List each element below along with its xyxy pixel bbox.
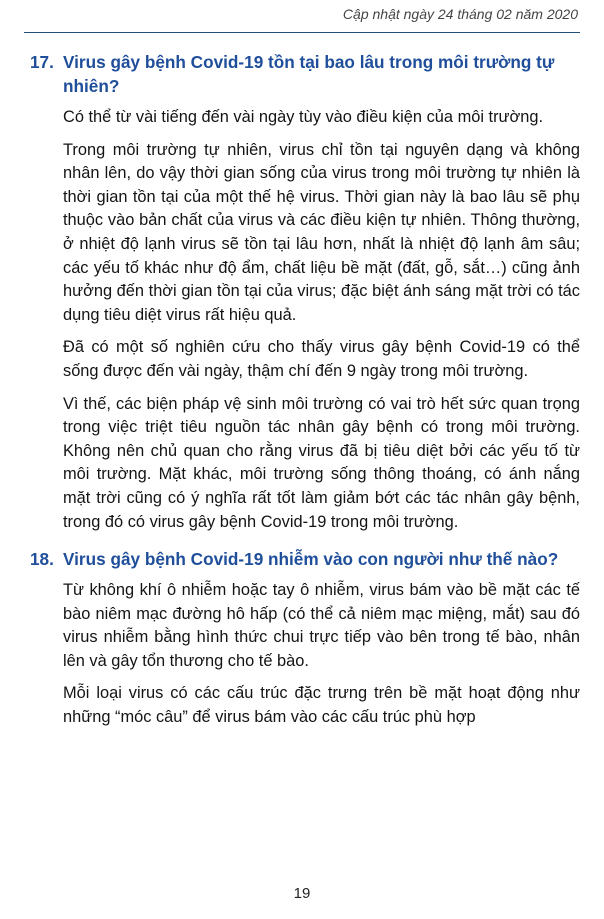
section-18: [30, 547, 580, 730]
page-number: 19: [293, 885, 311, 902]
section-17: [30, 50, 580, 534]
page-content: [30, 50, 580, 739]
paragraph: Đã có một số nghiên cứu cho thấy virus gây bệnh Covid-19 có thể sống được đến vài ngày, thậm chí đến 9 ngày trong môi trường.: [63, 338, 580, 380]
header-divider: [24, 32, 580, 33]
paragraph: Trong môi trường tự nhiên, virus chỉ tồn tại nguyên dạng và không nhân lên, do vậy thời gian sống của virus trong môi trường tự nhiên là thời gian tồn tại của một thế hệ virus. Thời gian này là bao lâu sẽ phụ thuộc vào bản chất của virus và các điều kiện tự nhiên. Thông thường, ở nhiệt độ lạnh virus sẽ tồn tại lâu hơn, nhất là nhiệt độ lạnh âm sâu; các yếu tố khác như độ ẩm, chất liệu bề mặt (đất, gỗ, sắt…) cũng ảnh hưởng đến thời gian tồn tại của virus; đặc biệt ánh sáng mặt trời có tác dụng tiêu diệt virus rất hiệu quả.: [63, 140, 580, 324]
paragraph: Từ không khí ô nhiễm hoặc tay ô nhiễm, virus bám vào bề mặt các tế bào niêm mạc đường hô hấp (có thể cả niêm mạc miệng, mắt) sau đó virus nhiễm bằng hình thức chui trực tiếp vào bên trong tế bào, nhân lên và gây tổn thương cho tế bào.: [63, 581, 580, 670]
section-heading: [30, 547, 580, 571]
section-title: Virus gây bệnh Covid-19 nhiễm vào con người như thế nào?: [63, 549, 559, 570]
paragraph: Mỗi loại virus có các cấu trúc đặc trưng trên bề mặt hoạt động như những “móc câu” để virus bám vào các cấu trúc phù hợp: [63, 684, 580, 727]
paragraph: Vì thế, các biện pháp vệ sinh môi trường có vai trò hết sức quan trọng trong việc triệt tiêu nguồn tác nhân gây bệnh có trong môi trường. Không nên chủ quan cho rằng virus đã bị tiêu diệt bởi các yếu tố từ môi trường. Mặt khác, môi trường sống thông thoáng, có ánh nắng mặt trời cũng có ý nghĩa rất tốt làm giảm bớt các tác nhân gây bệnh, trong đó có virus gây bệnh Covid-19 trong môi trường.: [63, 394, 580, 531]
update-date-header: Cập nhật ngày 24 tháng 02 năm 2020: [342, 6, 578, 22]
section-title: Virus gây bệnh Covid-19 tồn tại bao lâu trong môi trường tự nhiên?: [63, 52, 555, 96]
section-number: 17.: [30, 52, 54, 72]
section-heading: [30, 50, 580, 98]
paragraph: Có thể từ vài tiếng đến vài ngày tùy vào điều kiện của môi trường.: [63, 108, 544, 126]
section-number: 18.: [30, 549, 54, 570]
